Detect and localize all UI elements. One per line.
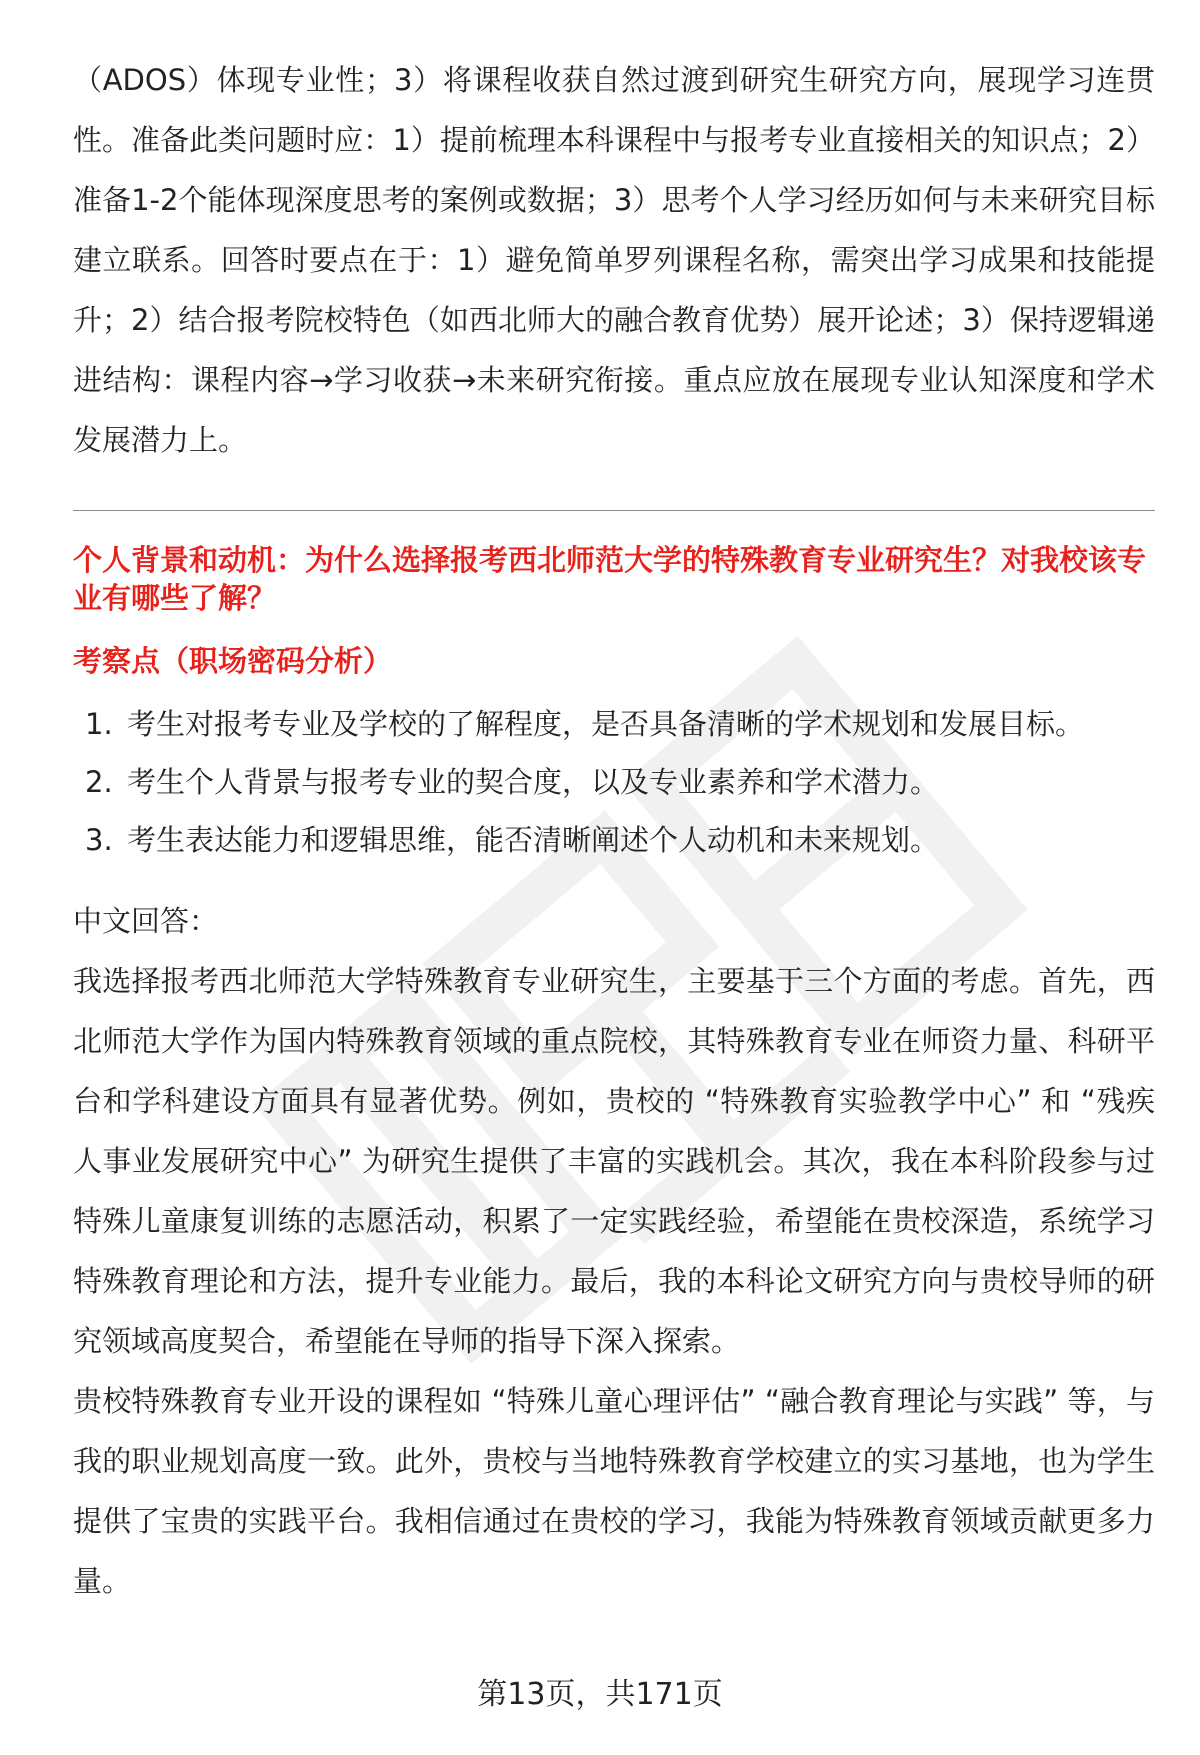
assessment-list	[73, 695, 1155, 869]
list-item-text: 考生对报考专业及学校的了解程度，是否具备清晰的学术规划和发展目标。	[127, 707, 1085, 741]
list-item-text: 考生表达能力和逻辑思维，能否清晰阐述个人动机和未来规划。	[127, 823, 940, 857]
answer-label: 中文回答：	[73, 904, 219, 938]
list-item	[85, 811, 1155, 869]
page-number-footer: 第13页，共171页	[477, 1677, 723, 1712]
list-item	[85, 695, 1155, 753]
intro-paragraph: （ADOS）体现专业性；3）将课程收获自然过渡到研究生研究方向，展现学习连贯性。准备此类问题时应：1）提前梳理本科课程中与报考专业直接相关的知识点；2）准备1-2个能体现深度思考的案例或数据；3）思考个人学习经历如何与未来研究目标建立联系。回答时要点在于：1）避免简单罗列课程名称，需突出学习成果和技能提升；2）结合报考院校特色（如西北师大的融合教育优势）展开论述；3）保持逻辑递进结构：课程内容→学习收获→未来研究衔接。重点应放在展现专业认知深度和学术发展潜力上。	[73, 63, 1155, 457]
section-divider	[73, 510, 1155, 511]
question-heading: 个人背景和动机：为什么选择报考西北师范大学的特殊教育专业研究生？对我校该专业有哪些了解？	[73, 543, 1147, 615]
assessment-heading: 考察点（职场密码分析）	[73, 644, 393, 678]
list-item	[85, 753, 1155, 811]
list-item-number: 2.	[85, 765, 113, 799]
list-item-number: 1.	[85, 707, 113, 741]
answer-paragraph: 贵校特殊教育专业开设的课程如 “特殊儿童心理评估” “融合教育理论与实践” 等，与我的职业规划高度一致。此外，贵校与当地特殊教育学校建立的实习基地，也为学生提供了宝贵的实践平台。我相信通过在贵校的学习，我能为特殊教育领域贡献更多力量。	[73, 1384, 1155, 1598]
answer-paragraph: 我选择报考西北师范大学特殊教育专业研究生，主要基于三个方面的考虑。首先，西北师范大学作为国内特殊教育领域的重点院校，其特殊教育专业在师资力量、科研平台和学科建设方面具有显著优势。例如，贵校的 “特殊教育实验教学中心” 和 “残疾人事业发展研究中心” 为研究生提供了丰富的实践机会。其次，我在本科阶段参与过特殊儿童康复训练的志愿活动，积累了一定实践经验，希望能在贵校深造，系统学习特殊教育理论和方法，提升专业能力。最后，我的本科论文研究方向与贵校导师的研究领域高度契合，希望能在导师的指导下深入探索。	[73, 964, 1155, 1358]
list-item-text: 考生个人背景与报考专业的契合度，以及专业素养和学术潜力。	[127, 765, 940, 799]
document-page	[73, 50, 1155, 1611]
list-item-number: 3.	[85, 823, 113, 857]
